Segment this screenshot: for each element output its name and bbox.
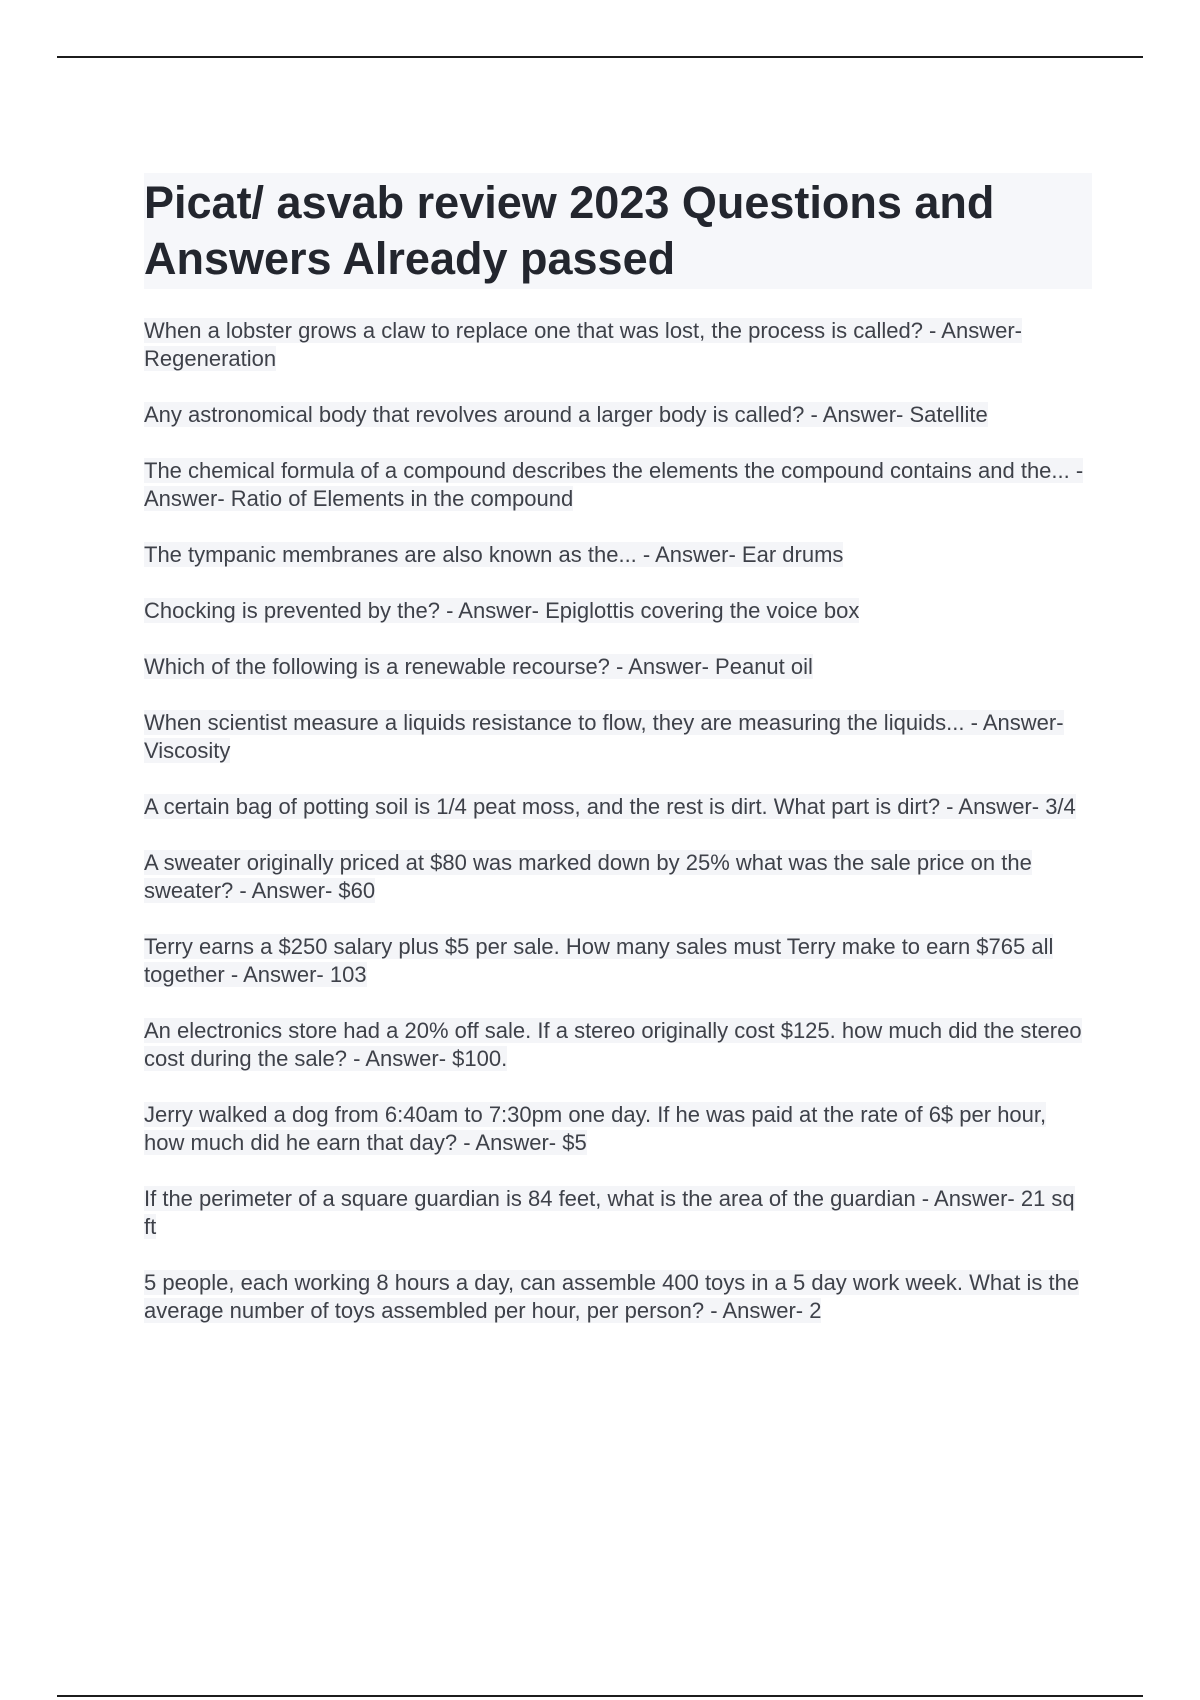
qa-item xyxy=(144,541,1092,569)
qa-text: A certain bag of potting soil is 1/4 peat moss, and the rest is dirt. What part is dirt? - Answer- 3/4 xyxy=(144,794,1076,819)
qa-text: A sweater originally priced at $80 was marked down by 25% what was the sale price on the sweater? - Answer- $60 xyxy=(144,850,1032,903)
qa-item xyxy=(144,401,1092,429)
qa-item xyxy=(144,933,1092,989)
qa-item xyxy=(144,1269,1092,1325)
qa-text: Terry earns a $250 salary plus $5 per sale. How many sales must Terry make to earn $765 all together - Answer- 103 xyxy=(144,934,1054,987)
qa-item xyxy=(144,457,1092,513)
qa-item xyxy=(144,1185,1092,1241)
qa-item xyxy=(144,849,1092,905)
qa-text: An electronics store had a 20% off sale. If a stereo originally cost $125. how much did the stereo cost during the sale? - Answer- $100. xyxy=(144,1018,1082,1071)
qa-item xyxy=(144,653,1092,681)
qa-list xyxy=(144,317,1092,1325)
qa-text: Jerry walked a dog from 6:40am to 7:30pm one day. If he was paid at the rate of 6$ per hour, how much did he earn that day? - Answer- $5 xyxy=(144,1102,1047,1155)
qa-text: The tympanic membranes are also known as the... - Answer- Ear drums xyxy=(144,542,844,567)
qa-item xyxy=(144,597,1092,625)
qa-text: When scientist measure a liquids resistance to flow, they are measuring the liquids... - Answer- Viscosity xyxy=(144,710,1064,763)
top-rule xyxy=(57,56,1143,58)
qa-text: When a lobster grows a claw to replace one that was lost, the process is called? - Answer- Regeneration xyxy=(144,318,1022,371)
bottom-rule xyxy=(57,1695,1143,1697)
document-title: Picat/ asvab review 2023 Questions and Answers Already passed xyxy=(144,177,995,284)
document-body xyxy=(144,173,1092,1353)
qa-text: The chemical formula of a compound describes the elements the compound contains and the... - Answer- Ratio of Elements in the compound xyxy=(144,458,1084,511)
qa-item xyxy=(144,709,1092,765)
qa-item xyxy=(144,1101,1092,1157)
qa-text: 5 people, each working 8 hours a day, can assemble 400 toys in a 5 day work week. What is the average number of toys assembled per hour, per person? - Answer- 2 xyxy=(144,1270,1080,1323)
title-block xyxy=(144,173,1092,289)
qa-text: If the perimeter of a square guardian is 84 feet, what is the area of the guardian - Answer- 21 sq ft xyxy=(144,1186,1075,1239)
qa-item xyxy=(144,317,1092,373)
qa-text: Which of the following is a renewable recourse? - Answer- Peanut oil xyxy=(144,654,813,679)
qa-text: Chocking is prevented by the? - Answer- Epiglottis covering the voice box xyxy=(144,598,860,623)
qa-text: Any astronomical body that revolves around a larger body is called? - Answer- Satellite xyxy=(144,402,988,427)
qa-item xyxy=(144,793,1092,821)
qa-item xyxy=(144,1017,1092,1073)
